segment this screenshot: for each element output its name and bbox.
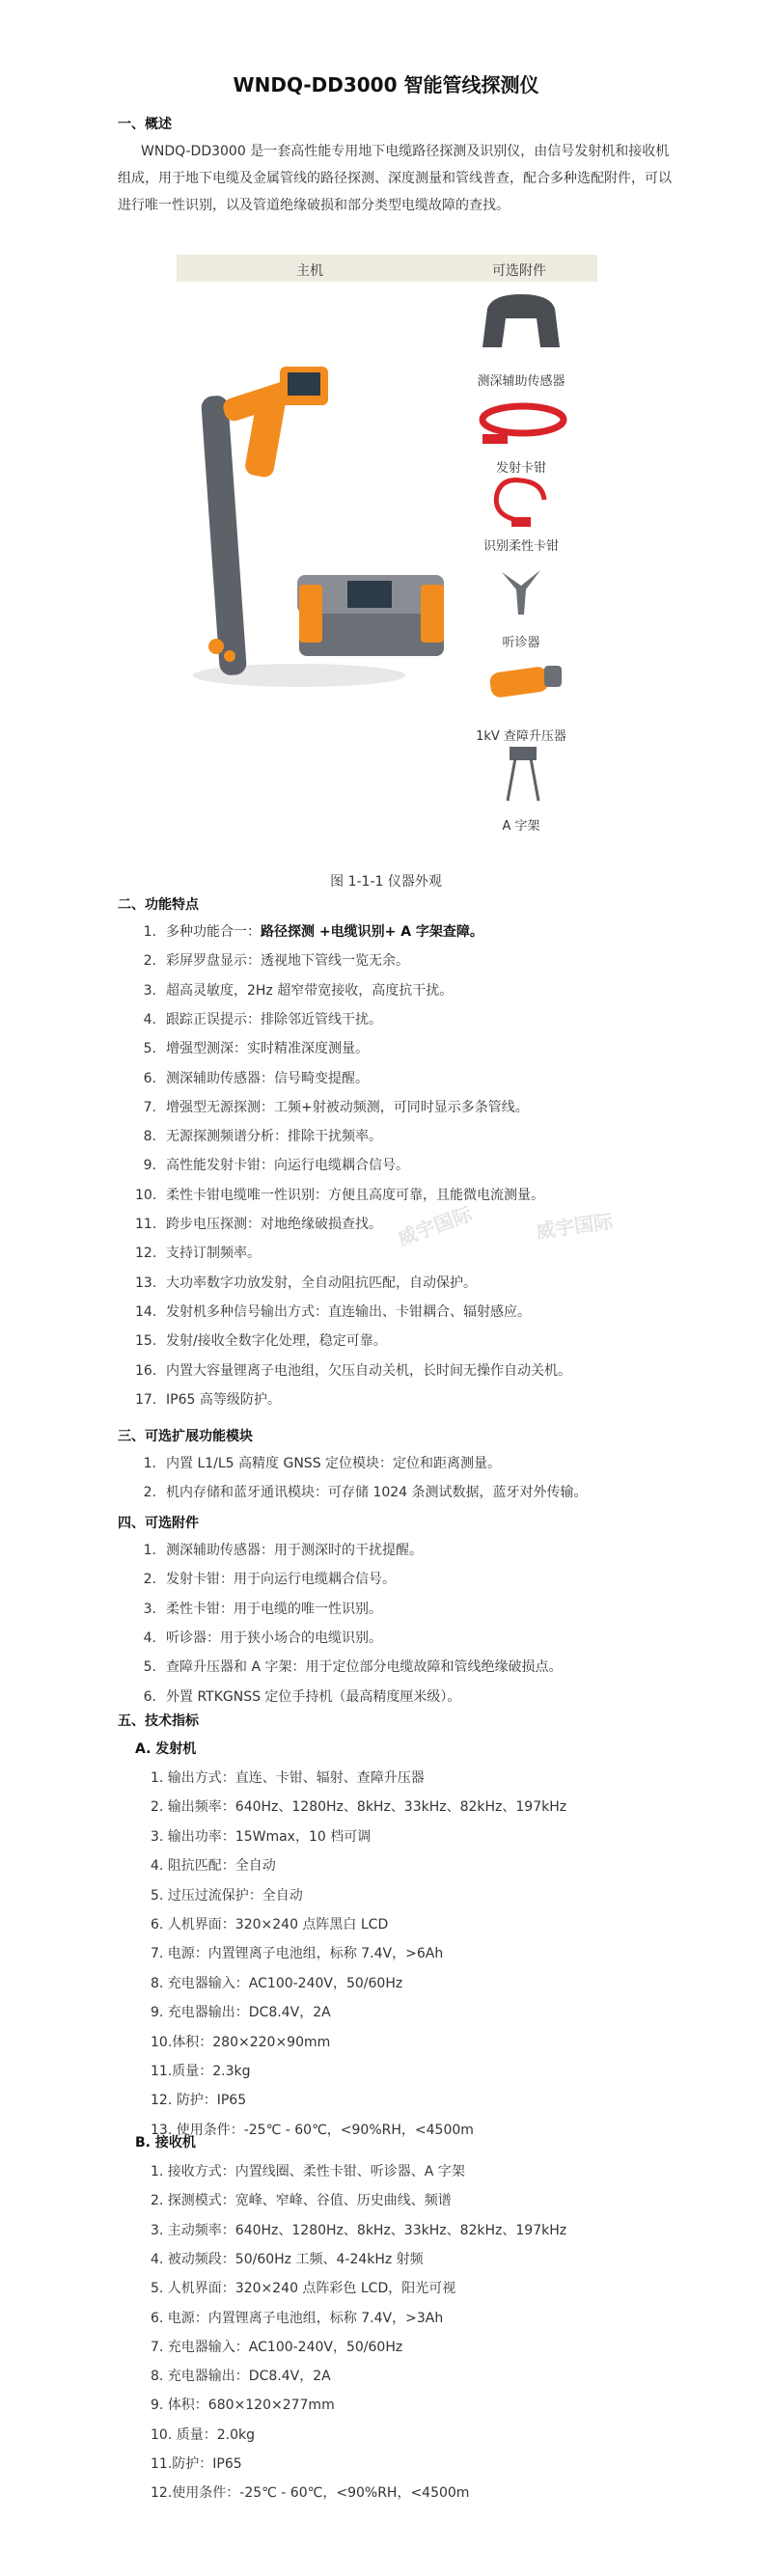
modules-heading: 三、可选扩展功能模块 (118, 1429, 253, 1444)
spec-item: 8. 充电器输入：AC100-240V，50/60Hz (151, 1975, 403, 1991)
list-number: 10. (135, 1187, 157, 1203)
spec-item: 1. 输出方式：直连、卡钳、辐射、查障升压器 (151, 1770, 425, 1786)
list-text: 彩屏罗盘显示：透视地下管线一览无余。 (166, 953, 409, 970)
list-item (135, 1126, 382, 1145)
spec-item: 12. 防护：IP65 (151, 2093, 247, 2109)
list-number: 9. (143, 1158, 156, 1174)
spec-item: 5. 过压过流保护：全自动 (151, 1887, 303, 1904)
list-number: 4. (143, 1630, 156, 1646)
accessory-label-6: A 字架 (502, 819, 540, 834)
list-text: 柔性卡钳电缆唯一性识别：方便且高度可靠，且能微电流测量。 (166, 1187, 544, 1203)
list-text: 内置 L1/L5 高精度 GNSS 定位模块：定位和距离测量。 (166, 1456, 502, 1471)
list-item (135, 1330, 387, 1350)
transmitter-heading: A. 发射机 (135, 1741, 197, 1757)
list-text: 查障升压器和 A 字架：用于定位部分电缆故障和管线绝缘破损点。 (166, 1659, 563, 1676)
list-item (135, 921, 483, 941)
list-text: 外置 RTKGNSS 定位手持机（最高精度厘米级）。 (166, 1688, 461, 1705)
options-heading: 四、可选附件 (118, 1516, 199, 1531)
accessory-label-1: 测深辅助传感器 (477, 374, 565, 389)
spec-item: 4. 被动频段：50/60Hz 工频、4-24kHz 射频 (151, 2251, 424, 2267)
page-title: WNDQ-DD3000 智能管线探测仪 (233, 73, 539, 96)
watermark-1: 威宇国际 (394, 1201, 476, 1250)
list-text: 超高灵敏度，2Hz 超窄带宽接收，高度抗干扰。 (166, 982, 454, 999)
list-item (135, 1155, 409, 1174)
list-text: 增强型无源探测：工频+射被动频测，可同时显示多条管线。 (166, 1099, 529, 1115)
accessory-label-5: 1kV 查障升压器 (476, 729, 566, 744)
list-number: 5. (143, 1659, 156, 1676)
list-number: 3. (143, 982, 156, 999)
accessory-label-4: 听诊器 (502, 636, 540, 650)
list-item (135, 1068, 369, 1087)
accessory-label-3: 识别柔性卡钳 (482, 539, 559, 554)
list-item (135, 1482, 588, 1501)
figure-caption: 图 1-1-1 仪器外观 (330, 874, 442, 890)
spec-item: 2. 探测模式：宽峰、窄峰、谷值、历史曲线、频谱 (151, 2193, 452, 2209)
spec-item: 8. 充电器输出：DC8.4V，2A (151, 2369, 331, 2385)
main-unit-illustration (183, 367, 454, 695)
list-item (135, 1569, 396, 1588)
spec-item: 10.体积：280×220×90mm (151, 2034, 331, 2050)
spec-item: 11.质量：2.3kg (151, 2064, 251, 2079)
list-text: 支持订制频率。 (166, 1246, 261, 1262)
booster-image (482, 656, 569, 709)
stethoscope-image (497, 564, 545, 617)
spec-item: 13. 使用条件：-25℃ - 60℃，<90%RH，<4500m (151, 2122, 474, 2138)
spec-item: 7. 电源：内置锂离子电池组，标称 7.4V，>6Ah (151, 1946, 444, 1962)
spec-item: 10. 质量：2.0kg (151, 2426, 255, 2443)
flexible-clamp-image (482, 473, 560, 531)
spec-item: 3. 主动频率：640Hz、1280Hz、8kHz、33kHz、82kHz、197kHz (151, 2222, 567, 2238)
list-item (135, 1657, 562, 1676)
list-number: 17. (135, 1391, 157, 1408)
list-text: 增强型测深：实时精准深度测量。 (166, 1041, 369, 1057)
list-item (135, 1389, 281, 1409)
list-number: 7. (143, 1099, 156, 1115)
accessory-label-2: 发射卡钳 (495, 461, 546, 476)
spec-item: 9. 充电器输出：DC8.4V，2A (151, 2005, 331, 2021)
spec-item: 9. 体积：680×120×277mm (151, 2398, 335, 2414)
receiver-heading: B. 接收机 (135, 2135, 196, 2151)
list-item (135, 1540, 423, 1559)
list-number: 1. (143, 1456, 156, 1471)
list-item (135, 1214, 382, 1233)
list-text: 机内存储和蓝牙通讯模块：可存储 1024 条测试数据，蓝牙对外传输。 (166, 1485, 588, 1500)
list-number: 1. (143, 924, 156, 940)
list-text: 测深辅助传感器：信号畸变提醒。 (166, 1070, 369, 1086)
overview-heading: 一、概述 (118, 117, 172, 132)
list-number: 4. (143, 1011, 156, 1028)
header-main-unit: 主机 (296, 263, 323, 279)
list-item (135, 1097, 529, 1116)
list-number: 13. (135, 1274, 157, 1291)
a-frame-image (502, 745, 544, 803)
list-number: 2. (143, 1485, 156, 1500)
list-number: 12. (135, 1246, 157, 1262)
list-number: 5. (143, 1041, 156, 1057)
list-number: 8. (143, 1129, 156, 1145)
list-text: 测深辅助传感器：用于测深时的干扰提醒。 (166, 1543, 423, 1558)
list-number: 6. (143, 1070, 156, 1086)
list-number: 11. (135, 1217, 157, 1232)
list-item (135, 1453, 501, 1472)
spec-item: 1. 接收方式：内置线圈、柔性卡钳、听诊器、A 字架 (151, 2164, 465, 2179)
features-heading: 二、功能特点 (118, 897, 199, 913)
list-item (135, 1302, 531, 1321)
list-item (135, 1628, 382, 1647)
spec-item: 2. 输出频率：640Hz、1280Hz、8kHz、33kHz、82kHz、197kHz (151, 1799, 567, 1816)
list-text: 无源探测频谱分析：排除干扰频率。 (166, 1129, 382, 1145)
list-item (135, 1360, 571, 1380)
list-number: 16. (135, 1362, 157, 1379)
spec-item: 3. 输出功率：15Wmax，10 档可调 (151, 1828, 372, 1845)
list-item (135, 980, 453, 1000)
list-text: 跨步电压探测：对地绝缘破损查找。 (166, 1217, 382, 1232)
list-text: 内置大容量锂离子电池组，欠压自动关机，长时间无操作自动关机。 (166, 1362, 571, 1379)
header-accessories: 可选附件 (492, 263, 546, 279)
spec-item: 7. 充电器输入：AC100-240V，50/60Hz (151, 2339, 403, 2355)
spec-item: 6. 人机界面：320×240 点阵黑白 LCD (151, 1917, 389, 1932)
transmitter-image (297, 575, 444, 656)
list-number: 1. (143, 1543, 156, 1558)
list-item (135, 1686, 460, 1706)
overview-paragraph: WNDQ-DD3000 是一套高性能专用地下电缆路径探测及识别仪，由信号发射机和接收机组成，用于地下电缆及金属管线的路径探测、深度测量和管线普查，配合多种选配附件，可以进行唯一性识别，以及管道绝缘破损和部分类型电缆故障的查找。 (118, 144, 672, 213)
list-item (135, 950, 409, 970)
list-item (135, 1009, 382, 1028)
table-header (177, 255, 597, 282)
list-item (135, 1185, 544, 1204)
list-number: 2. (143, 953, 156, 970)
list-item (135, 1243, 261, 1262)
list-text: 大功率数字功放发射，全自动阻抗匹配，自动保护。 (166, 1274, 477, 1291)
list-number: 3. (143, 1601, 156, 1617)
list-item (135, 1038, 369, 1057)
list-number: 2. (143, 1572, 156, 1588)
list-number: 6. (143, 1688, 156, 1705)
list-number: 14. (135, 1303, 157, 1320)
spec-item: 12.使用条件：-25℃ - 60℃，<90%RH，<4500m (151, 2485, 470, 2502)
specs-heading: 五、技术指标 (118, 1713, 199, 1729)
transmit-clamp-image (473, 396, 569, 449)
spec-item: 4. 阻抗匹配：全自动 (151, 1858, 276, 1875)
spec-item: 11.防护：IP65 (151, 2456, 242, 2472)
list-number: 15. (135, 1333, 157, 1350)
list-text: IP65 高等级防护。 (166, 1391, 281, 1408)
depth-sensor-image (473, 289, 569, 357)
spec-item: 6. 电源：内置锂离子电池组，标称 7.4V，>3Ah (151, 2310, 444, 2326)
watermark-2: 威宇国际 (534, 1209, 615, 1244)
list-text: 发射机多种信号输出方式：直连输出、卡钳耦合、辐射感应。 (166, 1303, 531, 1320)
list-item (135, 1599, 382, 1618)
list-text: 听诊器：用于狭小场合的电缆识别。 (166, 1630, 382, 1646)
spec-item: 5. 人机界面：320×240 点阵彩色 LCD，阳光可视 (151, 2281, 456, 2297)
list-text: 多种功能合一： (166, 924, 261, 940)
list-text-bold: 路径探测 +电缆识别+ A 字架查障。 (261, 924, 483, 940)
list-item (135, 1273, 477, 1292)
list-text: 柔性卡钳：用于电缆的唯一性识别。 (166, 1601, 382, 1617)
list-text: 高性能发射卡钳：向运行电缆耦合信号。 (166, 1158, 409, 1174)
list-text: 发射/接收全数字化处理，稳定可靠。 (166, 1333, 387, 1350)
list-text: 跟踪正误提示：排除邻近管线干扰。 (166, 1011, 382, 1028)
list-text: 发射卡钳：用于向运行电缆耦合信号。 (166, 1572, 396, 1588)
